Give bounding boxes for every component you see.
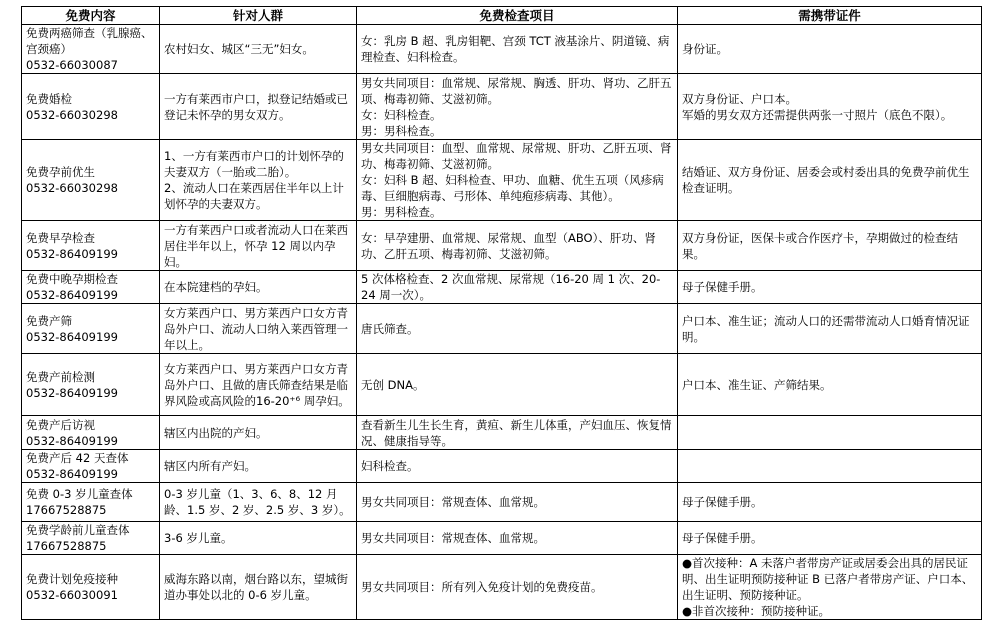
- table-row: [22, 450, 982, 483]
- target-cell: 辖区内所有产妇。: [160, 450, 357, 483]
- target-cell: 一方有莱西户口或者流动人口在莱西居住半年以上，怀孕 12 周以内孕妇。: [160, 221, 357, 271]
- target-cell: 在本院建档的孕妇。: [160, 271, 357, 304]
- table-row: [22, 304, 982, 354]
- items-cell: 查看新生儿生长生育，黄疸、新生儿体重，产妇血压、恢复情况、健康指导等。: [357, 416, 678, 450]
- documents-cell: ●首次接种：A 未落户者带房产证或居委会出具的居民证明、出生证明预防接种证 B 已落户者带房产证、户口本、出生证明、预防接种证。 ●非首次接种：预防接种证。: [678, 555, 982, 620]
- target-cell: 1、一方有莱西市户口的计划怀孕的夫妻双方（一胎或二胎）。 2、流动人口在莱西居住半年以上计划怀孕的夫妻双方。: [160, 140, 357, 221]
- items-cell: 男女共同项目：所有列入免疫计划的免费疫苗。: [357, 555, 678, 620]
- target-cell: 威海东路以南，烟台路以东，望城街道办事处以北的 0-6 岁儿童。: [160, 555, 357, 620]
- service-cell: 免费产筛 0532-86409199: [22, 304, 160, 354]
- items-cell: 男女共同项目：血常规、尿常规、胸透、肝功、肾功、乙肝五项、梅毒初筛、艾滋初筛。 女：妇科检查。 男：男科检查。: [357, 74, 678, 140]
- target-cell: 女方莱西户口、男方莱西户口女方青岛外户口、且做的唐氏筛查结果是临界风险或高风险的16-20⁺⁶ 周孕妇。: [160, 354, 357, 416]
- items-cell: 女：早孕建册、血常规、尿常规、血型（ABO）、肝功、肾功、乙肝五项、梅毒初筛、艾滋初筛。: [357, 221, 678, 271]
- documents-cell: 母子保健手册。: [678, 483, 982, 522]
- service-cell: 免费产后访视 0532-86409199: [22, 416, 160, 450]
- items-cell: 唐氏筛查。: [357, 304, 678, 354]
- service-cell: 免费婚检 0532-66030298: [22, 74, 160, 140]
- free-services-table: [21, 6, 982, 620]
- table-row: [22, 555, 982, 620]
- items-cell: 无创 DNA。: [357, 354, 678, 416]
- table-row: [22, 483, 982, 522]
- service-cell: 免费两癌筛查（乳腺癌、宫颈癌） 0532-66030087: [22, 25, 160, 74]
- table-row: [22, 354, 982, 416]
- documents-cell: 结婚证、双方身份证、居委会或村委出具的免费孕前优生检查证明。: [678, 140, 982, 221]
- table-row: [22, 522, 982, 555]
- service-cell: 免费早孕检查 0532-86409199: [22, 221, 160, 271]
- items-cell: 女：乳房 B 超、乳房钼靶、宫颈 TCT 液基涂片、阴道镜、病理检查、妇科检查。: [357, 25, 678, 74]
- target-cell: 一方有莱西市户口，拟登记结婚或已登记未怀孕的男女双方。: [160, 74, 357, 140]
- table-row: [22, 74, 982, 140]
- table-row: [22, 25, 982, 74]
- documents-cell: 户口本、准生证、产筛结果。: [678, 354, 982, 416]
- items-cell: 5 次体格检查、2 次血常规、尿常规（16-20 周 1 次、20-24 周一次）。: [357, 271, 678, 304]
- target-cell: 3-6 岁儿童。: [160, 522, 357, 555]
- service-cell: 免费中晚孕期检查 0532-86409199: [22, 271, 160, 304]
- documents-cell: 母子保健手册。: [678, 522, 982, 555]
- header-target: 针对人群: [160, 7, 357, 25]
- items-cell: 妇科检查。: [357, 450, 678, 483]
- items-cell: 男女共同项目：常规查体、血常规。: [357, 522, 678, 555]
- header-row: [22, 7, 982, 25]
- header-items: 免费检查项目: [357, 7, 678, 25]
- target-cell: 女方莱西户口、男方莱西户口女方青岛外户口、流动人口纳入莱西管理一年以上。: [160, 304, 357, 354]
- header-documents: 需携带证件: [678, 7, 982, 25]
- documents-cell: 户口本、准生证；流动人口的还需带流动人口婚育情况证明。: [678, 304, 982, 354]
- documents-cell: 母子保健手册。: [678, 271, 982, 304]
- table-row: [22, 271, 982, 304]
- service-cell: 免费计划免疫接种 0532-66030091: [22, 555, 160, 620]
- service-cell: 免费 0-3 岁儿童查体 17667528875: [22, 483, 160, 522]
- service-cell: 免费孕前优生 0532-66030298: [22, 140, 160, 221]
- table-row: [22, 416, 982, 450]
- documents-cell: [678, 416, 982, 450]
- target-cell: 0-3 岁儿童（1、3、6、8、12 月龄、1.5 岁、2 岁、2.5 岁、3 岁）。: [160, 483, 357, 522]
- target-cell: 辖区内出院的产妇。: [160, 416, 357, 450]
- documents-cell: 双方身份证、户口本。 军婚的男女双方还需提供两张一寸照片（底色不限）。: [678, 74, 982, 140]
- service-cell: 免费产后 42 天查体 0532-86409199: [22, 450, 160, 483]
- table-row: [22, 140, 982, 221]
- documents-cell: 双方身份证，医保卡或合作医疗卡，孕期做过的检查结果。: [678, 221, 982, 271]
- items-cell: 男女共同项目：血型、血常规、尿常规、肝功、乙肝五项、肾功、梅毒初筛、艾滋初筛。 女：妇科 B 超、妇科检查、甲功、血糖、优生五项（风疹病毒、巨细胞病毒、弓形体、单纯疱疹病毒、其他）。 男：男科检查。: [357, 140, 678, 221]
- items-cell: 男女共同项目：常规查体、血常规。: [357, 483, 678, 522]
- service-cell: 免费产前检测 0532-86409199: [22, 354, 160, 416]
- table-row: [22, 221, 982, 271]
- documents-cell: 身份证。: [678, 25, 982, 74]
- documents-cell: [678, 450, 982, 483]
- target-cell: 农村妇女、城区“三无”妇女。: [160, 25, 357, 74]
- header-service: 免费内容: [22, 7, 160, 25]
- service-cell: 免费学龄前儿童查体 17667528875: [22, 522, 160, 555]
